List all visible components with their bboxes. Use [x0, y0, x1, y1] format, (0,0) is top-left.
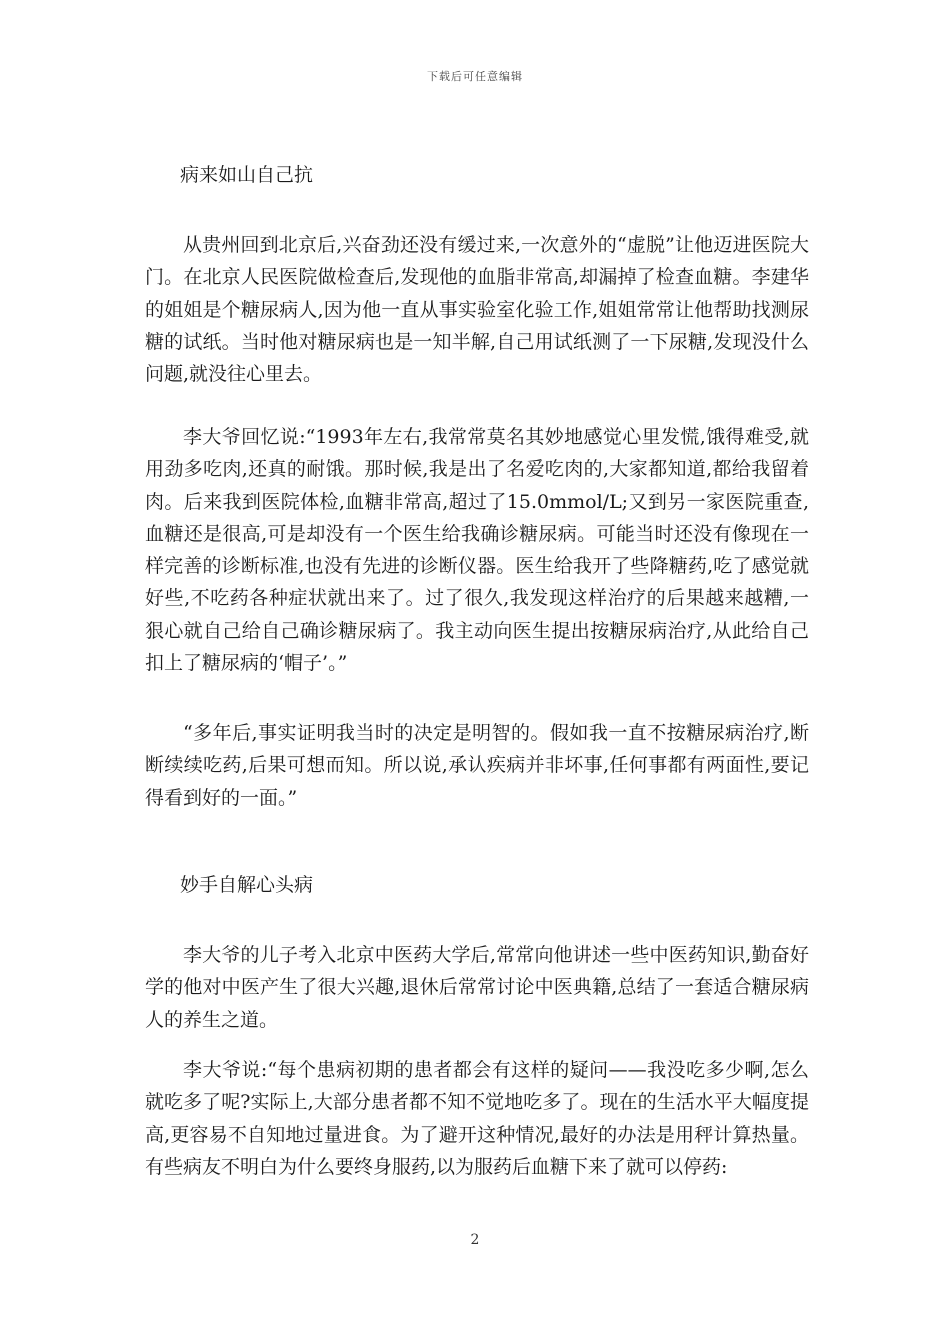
section-heading-2: 妙手自解心头病 [180, 874, 314, 896]
paragraph: 李大爷回忆说:“1993年左右,我常常莫名其妙地感觉心里发慌,饿得难受,就用劲多吃肉,还真的耐饿。那时候,我是出了名爱吃肉的,大家都知道,都给我留着肉。后来我到医院体检,血糖非常高,超过了15.0mmol/L;又到另一家医院重查,血糖还是很高,可是却没有一个医生给我确诊糖尿病。可能当时还没有像现在一样完善的诊断标准,也没有先进的诊断仪器。医生给我开了些降糖药,吃了感觉就好些,不吃药各种症状就出来了。过了很久,我发现这样治疗的后果越来越糟,一狠心就自己给自己确诊糖尿病了。我主动向医生提出按糖尿病治疗,从此给自己扣上了糖尿病的‘帽子’。” [145, 426, 809, 675]
section-heading-1: 病来如山自己抗 [180, 164, 314, 186]
paragraph: “多年后,事实证明我当时的决定是明智的。假如我一直不按糖尿病治疗,断断续续吃药,后果可想而知。所以说,承认疾病并非坏事,任何事都有两面性,要记得看到好的一面。” [145, 722, 809, 809]
page-header: 下载后可任意编辑 [427, 70, 523, 83]
paragraph: 从贵州回到北京后,兴奋劲还没有缓过来,一次意外的“虚脱”让他迈进医院大门。在北京人民医院做检查后,发现他的血脂非常高,却漏掉了检查血糖。李建华的姐姐是个糖尿病人,因为他一直从事实验室化验工作,姐姐常常让他帮助找测尿糖的试纸。当时他对糖尿病也是一知半解,自己用试纸测了一下尿糖,发现没什么问题,就没往心里去。 [145, 234, 809, 386]
page-number: 2 [470, 1232, 480, 1248]
paragraph: 李大爷说:“每个患病初期的患者都会有这样的疑问——我没吃多少啊,怎么就吃多了呢?实际上,大部分患者都不知不觉地吃多了。现在的生活水平大幅度提高,更容易不自知地过量进食。为了避开这种情况,最好的办法是用秤计算热量。有些病友不明白为什么要终身服药,以为服药后血糖下来了就可以停药: [145, 1059, 809, 1178]
paragraph: 李大爷的儿子考入北京中医药大学后,常常向他讲述一些中医药知识,勤奋好学的他对中医产生了很大兴趣,退休后常常讨论中医典籍,总结了一套适合糖尿病人的养生之道。 [145, 944, 809, 1031]
